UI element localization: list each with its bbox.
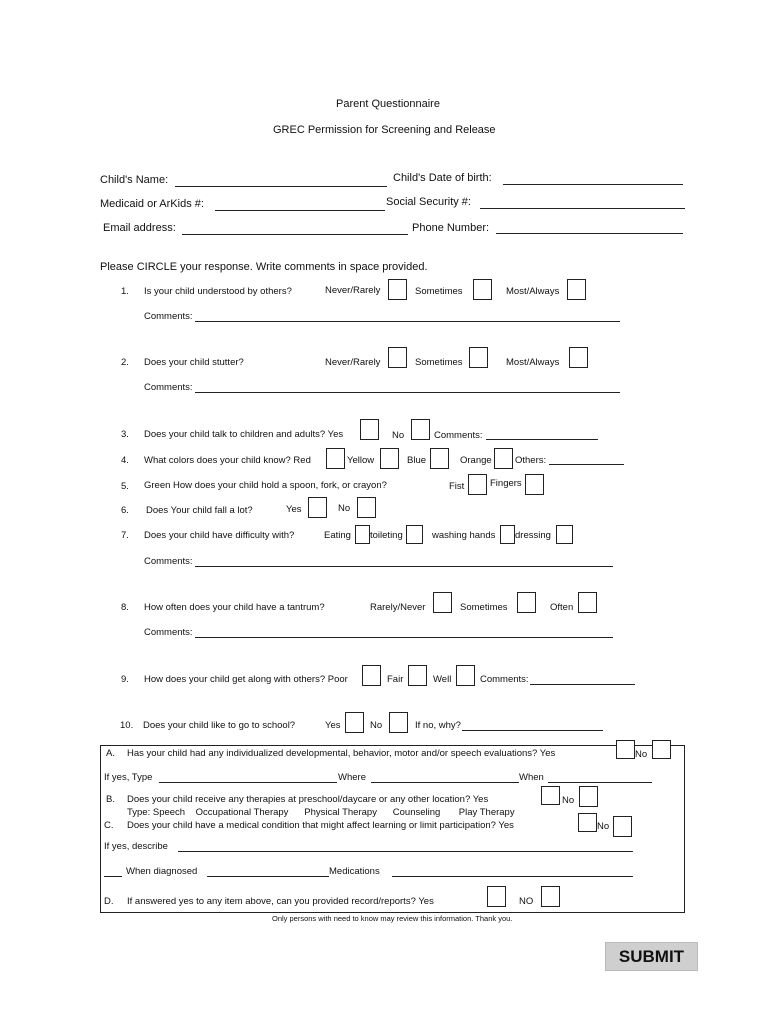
email-field[interactable] bbox=[182, 234, 408, 235]
q6-number: 6. bbox=[121, 505, 129, 516]
q9-poor-checkbox[interactable] bbox=[362, 665, 381, 686]
q3-option-no: No bbox=[392, 430, 405, 441]
q5-fist-checkbox[interactable] bbox=[468, 474, 487, 495]
q1-number: 1. bbox=[121, 286, 129, 297]
section-c-no-checkbox[interactable] bbox=[613, 816, 632, 837]
ssn-field[interactable] bbox=[480, 208, 685, 209]
section-c-letter: C. bbox=[104, 820, 114, 831]
q3-yes-checkbox[interactable] bbox=[360, 419, 379, 440]
section-b-letter: B. bbox=[106, 794, 115, 805]
dob-field[interactable] bbox=[503, 184, 683, 185]
q8-option-often: Often bbox=[550, 602, 574, 613]
email-label: Email address: bbox=[103, 222, 176, 234]
submit-button[interactable]: SUBMIT bbox=[605, 942, 698, 971]
q6-text: Does Your child fall a lot? bbox=[146, 505, 253, 516]
section-d-letter: D. bbox=[104, 896, 114, 907]
q9-comments-field[interactable] bbox=[530, 684, 635, 685]
q1-option-never: Never/Rarely bbox=[325, 285, 381, 296]
q8-sometimes-checkbox[interactable] bbox=[517, 592, 536, 613]
q9-text: How does your child get along with others? Poor bbox=[144, 674, 348, 685]
when-field[interactable] bbox=[548, 782, 652, 783]
q2-comments-label: Comments: bbox=[144, 382, 193, 393]
q7-text: Does your child have difficulty with? bbox=[144, 530, 295, 541]
phone-label: Phone Number: bbox=[412, 222, 490, 234]
q2-option-never: Never/Rarely bbox=[325, 357, 381, 368]
if-yes-describe-label: If yes, describe bbox=[104, 841, 168, 852]
q5-option-fist: Fist bbox=[449, 481, 465, 492]
q10-yes-checkbox[interactable] bbox=[345, 712, 364, 733]
q5-option-fingers: Fingers bbox=[490, 478, 522, 489]
q7-comments-label: Comments: bbox=[144, 556, 193, 567]
q4-number: 4. bbox=[121, 455, 129, 466]
q9-option-well: Well bbox=[433, 674, 452, 685]
q9-well-checkbox[interactable] bbox=[456, 665, 475, 686]
q8-rarely-checkbox[interactable] bbox=[433, 592, 452, 613]
if-yes-type-label: If yes, Type bbox=[104, 772, 153, 783]
q4-yellow-checkbox[interactable] bbox=[380, 448, 399, 469]
footer-note: Only persons with need to know may review this information. Thank you. bbox=[272, 914, 513, 923]
q7-number: 7. bbox=[121, 530, 129, 541]
q7-toileting-checkbox[interactable] bbox=[406, 525, 423, 544]
medicaid-label: Medicaid or ArKids #: bbox=[100, 198, 204, 210]
section-d-text: If answered yes to any item above, can you provided record/reports? Yes bbox=[127, 896, 434, 907]
medications-field[interactable] bbox=[392, 876, 633, 877]
describe-field[interactable] bbox=[178, 851, 633, 852]
q10-number: 10. bbox=[120, 720, 134, 731]
q4-option-blue: Blue bbox=[407, 455, 427, 466]
when-diagnosed-field[interactable] bbox=[207, 876, 329, 877]
q9-number: 9. bbox=[121, 674, 129, 685]
q4-orange-checkbox[interactable] bbox=[494, 448, 513, 469]
instructions: Please CIRCLE your response. Write comments in space provided. bbox=[100, 261, 428, 273]
section-a-no-label: No bbox=[635, 749, 648, 760]
q4-option-others: Others: bbox=[515, 455, 547, 466]
q10-option-no: No bbox=[370, 720, 383, 731]
q1-never-checkbox[interactable] bbox=[388, 279, 407, 300]
childs-name-label: Child's Name: bbox=[100, 174, 169, 186]
diagnosed-blank[interactable] bbox=[104, 876, 122, 877]
q3-comments-field[interactable] bbox=[486, 439, 598, 440]
section-b-text: Does your child receive any therapies at preschool/daycare or any other location? Yes bbox=[127, 794, 489, 805]
q6-option-yes: Yes bbox=[286, 504, 302, 515]
q10-why-label: If no, why? bbox=[415, 720, 461, 731]
q4-text: What colors does your child know? Red bbox=[144, 455, 311, 466]
q7-option-washing: washing hands bbox=[432, 530, 496, 541]
q2-never-checkbox[interactable] bbox=[388, 347, 407, 368]
medicaid-field[interactable] bbox=[215, 210, 385, 211]
q1-option-sometimes: Sometimes bbox=[415, 286, 463, 297]
q6-no-checkbox[interactable] bbox=[357, 497, 376, 518]
q2-sometimes-checkbox[interactable] bbox=[469, 347, 488, 368]
q7-option-toileting: toileting bbox=[370, 530, 403, 541]
q1-comments-label: Comments: bbox=[144, 311, 193, 322]
section-d-no-label: NO bbox=[519, 896, 534, 907]
q10-option-yes: Yes bbox=[325, 720, 341, 731]
q3-text: Does your child talk to children and adults? Yes bbox=[144, 429, 344, 440]
q7-option-dressing: dressing bbox=[515, 530, 551, 541]
q4-option-orange: Orange bbox=[460, 455, 492, 466]
q4-blue-checkbox[interactable] bbox=[430, 448, 449, 469]
q4-red-checkbox[interactable] bbox=[326, 448, 345, 469]
q1-sometimes-checkbox[interactable] bbox=[473, 279, 492, 300]
q2-most-checkbox[interactable] bbox=[569, 347, 588, 368]
q1-comments-field[interactable] bbox=[195, 321, 620, 322]
section-b-no-checkbox[interactable] bbox=[579, 786, 598, 807]
q5-fingers-checkbox[interactable] bbox=[525, 474, 544, 495]
section-c-no-label: No bbox=[597, 821, 610, 832]
q8-text: How often does your child have a tantrum? bbox=[144, 602, 325, 613]
q9-fair-checkbox[interactable] bbox=[408, 665, 427, 686]
q9-option-fair: Fair bbox=[387, 674, 404, 685]
q6-yes-checkbox[interactable] bbox=[308, 497, 327, 518]
section-b-yes-checkbox[interactable] bbox=[541, 786, 560, 805]
q8-comments-field[interactable] bbox=[195, 637, 613, 638]
section-d-no-checkbox[interactable] bbox=[541, 886, 560, 907]
q1-option-most: Most/Always bbox=[506, 286, 560, 297]
section-a-yes-checkbox[interactable] bbox=[616, 740, 635, 759]
section-a-text: Has your child had any individualized developmental, behavior, motor and/or speech evaluations? Yes bbox=[127, 748, 556, 759]
section-c-yes-checkbox[interactable] bbox=[578, 813, 597, 832]
q7-dressing-checkbox[interactable] bbox=[556, 525, 573, 544]
q10-why-field[interactable] bbox=[462, 730, 603, 731]
medications-label: Medications bbox=[329, 866, 380, 877]
q5-text: Green How does your child hold a spoon, fork, or crayon? bbox=[144, 480, 387, 491]
section-b-no-label: No bbox=[562, 795, 575, 806]
q2-number: 2. bbox=[121, 357, 129, 368]
page-title: Parent Questionnaire bbox=[336, 98, 440, 110]
q7-option-eating: Eating bbox=[324, 530, 351, 541]
q2-option-most: Most/Always bbox=[506, 357, 560, 368]
q2-text: Does your child stutter? bbox=[144, 357, 244, 368]
q7-washing-checkbox[interactable] bbox=[500, 525, 515, 544]
q3-number: 3. bbox=[121, 429, 129, 440]
q2-comments-field[interactable] bbox=[195, 392, 620, 393]
childs-name-field[interactable] bbox=[175, 186, 387, 187]
q7-eating-checkbox[interactable] bbox=[355, 525, 370, 544]
therapy-types: Type: Speech Occupational Therapy Physical Therapy Counseling Play Therapy bbox=[127, 807, 515, 818]
page-subtitle: GREC Permission for Screening and Release bbox=[273, 124, 496, 136]
q10-no-checkbox[interactable] bbox=[389, 712, 408, 733]
when-label: When bbox=[519, 772, 544, 783]
q6-option-no: No bbox=[338, 503, 351, 514]
q5-number: 5. bbox=[121, 481, 129, 492]
when-diagnosed-label: When diagnosed bbox=[126, 866, 198, 877]
section-c-text: Does your child have a medical condition that might affect learning or limit participation? Yes bbox=[127, 820, 514, 831]
section-a-no-checkbox[interactable] bbox=[652, 740, 671, 759]
q9-comments-label: Comments: bbox=[480, 674, 529, 685]
q8-comments-label: Comments: bbox=[144, 627, 193, 638]
type-field[interactable] bbox=[159, 782, 337, 783]
q1-most-checkbox[interactable] bbox=[567, 279, 586, 300]
q3-no-checkbox[interactable] bbox=[411, 419, 430, 440]
where-label: Where bbox=[338, 772, 366, 783]
q4-option-yellow: Yellow bbox=[347, 455, 375, 466]
dob-label: Child's Date of birth: bbox=[393, 172, 492, 184]
q3-comments-label: Comments: bbox=[434, 430, 483, 441]
q10-text: Does your child like to go to school? bbox=[143, 720, 296, 731]
q8-option-sometimes: Sometimes bbox=[460, 602, 508, 613]
q8-number: 8. bbox=[121, 602, 129, 613]
phone-field[interactable] bbox=[496, 233, 683, 234]
section-a-letter: A. bbox=[106, 748, 115, 759]
q4-others-field[interactable] bbox=[549, 464, 624, 465]
q2-option-sometimes: Sometimes bbox=[415, 357, 463, 368]
section-d-yes-checkbox[interactable] bbox=[487, 886, 506, 907]
q8-often-checkbox[interactable] bbox=[578, 592, 597, 613]
q1-text: Is your child understood by others? bbox=[144, 286, 292, 297]
where-field[interactable] bbox=[371, 782, 519, 783]
q7-comments-field[interactable] bbox=[195, 566, 613, 567]
q8-option-rarely: Rarely/Never bbox=[370, 602, 426, 613]
ssn-label: Social Security #: bbox=[386, 196, 471, 208]
